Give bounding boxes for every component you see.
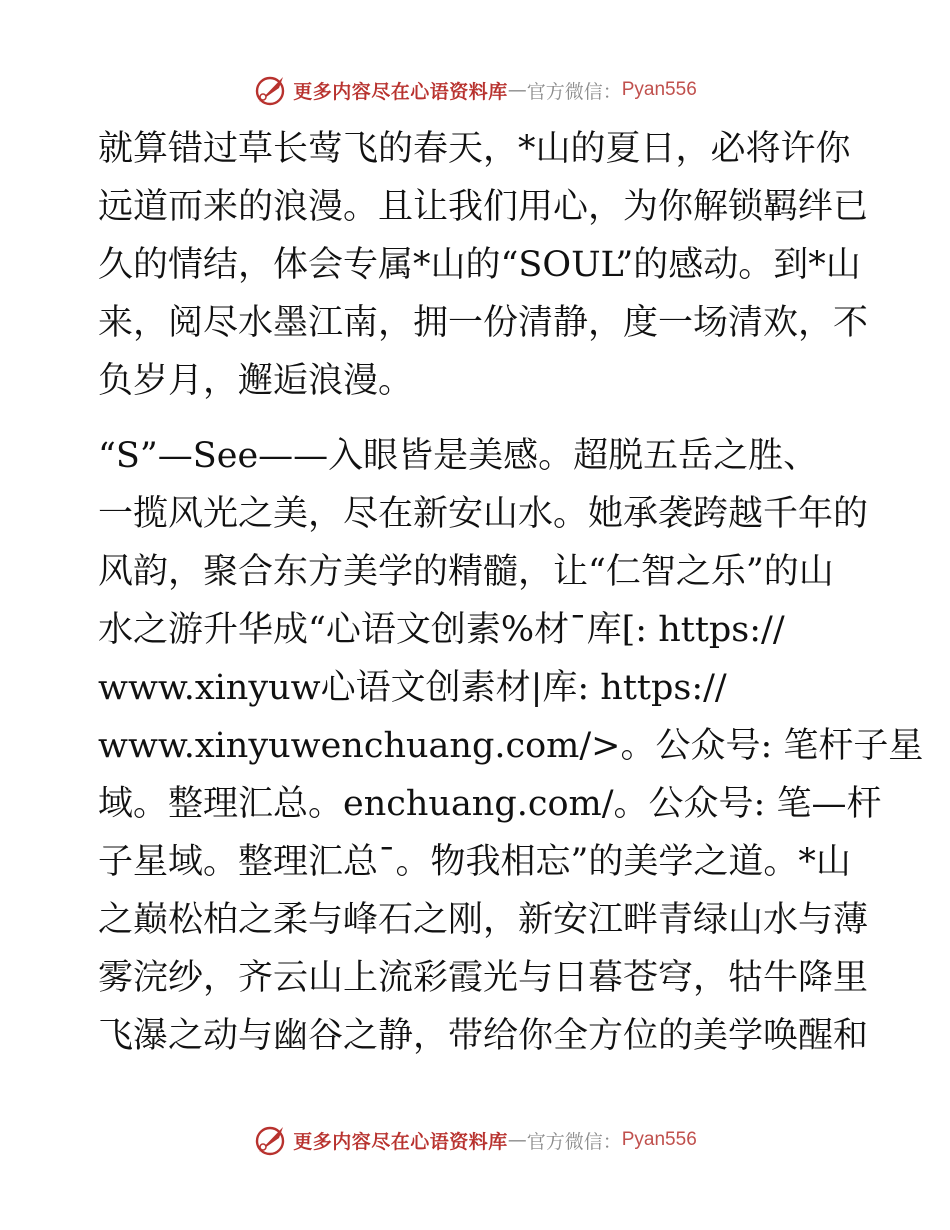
text-line: 雾浣纱，齐云山上流彩霞光与日暮苍穹，牯牛降里 [98, 958, 869, 998]
text-line: www.xinyuwenchuang.com/>。公众号: 笔杆子星 [98, 726, 924, 766]
text-line: 域。整理汇总。enchuang.com/。公众号: 笔—杆 [98, 784, 882, 824]
footer-banner [0, 1118, 950, 1162]
footer-contact: 官方微信： [526, 1130, 622, 1153]
text-line: 来，阅尽水墨江南，拥一份清静，度一场清欢，不 [98, 303, 869, 343]
text-line: “S”—See——入眼皆是美感。超脱五岳之胜、 [98, 436, 819, 476]
text-line: 之巅松柏之柔与峰石之刚，新安江畔青绿山水与薄 [98, 900, 869, 940]
text-line: 水之游升华成“心语文创素%材¯库[: https:// [98, 610, 785, 650]
footer-separator: — [507, 1129, 527, 1151]
header-brand: 更多内容尽在心语资料库 [293, 80, 508, 103]
text-line: 飞瀑之动与幽谷之静，带给你全方位的美学唤醒和 [98, 1016, 869, 1056]
footer-wechat-id: Pyan556 [621, 1129, 697, 1150]
quill-logo-icon [253, 72, 289, 108]
text-line: www.xinyuw心语文创素材|库: https:// [98, 668, 727, 708]
header-contact: 官方微信： [526, 80, 622, 103]
header-banner [0, 68, 950, 112]
text-line: 风韵，聚合东方美学的精髓，让“仁智之乐”的山 [98, 552, 834, 592]
text-line: 一揽风光之美，尽在新安山水。她承袭跨越千年的 [98, 494, 869, 534]
header-wechat-id: Pyan556 [621, 79, 697, 100]
text-line: 负岁月，邂逅浪漫。 [98, 361, 414, 401]
header-separator: — [507, 79, 527, 101]
text-line: 久的情结，体会专属*山的“SOUL”的感动。到*山 [98, 245, 861, 285]
text-line: 远道而来的浪漫。且让我们用心，为你解锁羁绊已 [98, 187, 869, 227]
text-line: 子星域。整理汇总¯。物我相忘”的美学之道。*山 [98, 842, 851, 882]
text-line: 就算错过草长莺飞的春天，*山的夏日，必将许你 [98, 129, 851, 169]
paragraph-intro [98, 120, 869, 410]
paragraph-see [98, 427, 924, 1065]
footer-brand: 更多内容尽在心语资料库 [293, 1130, 508, 1153]
quill-logo-icon [253, 1122, 289, 1158]
